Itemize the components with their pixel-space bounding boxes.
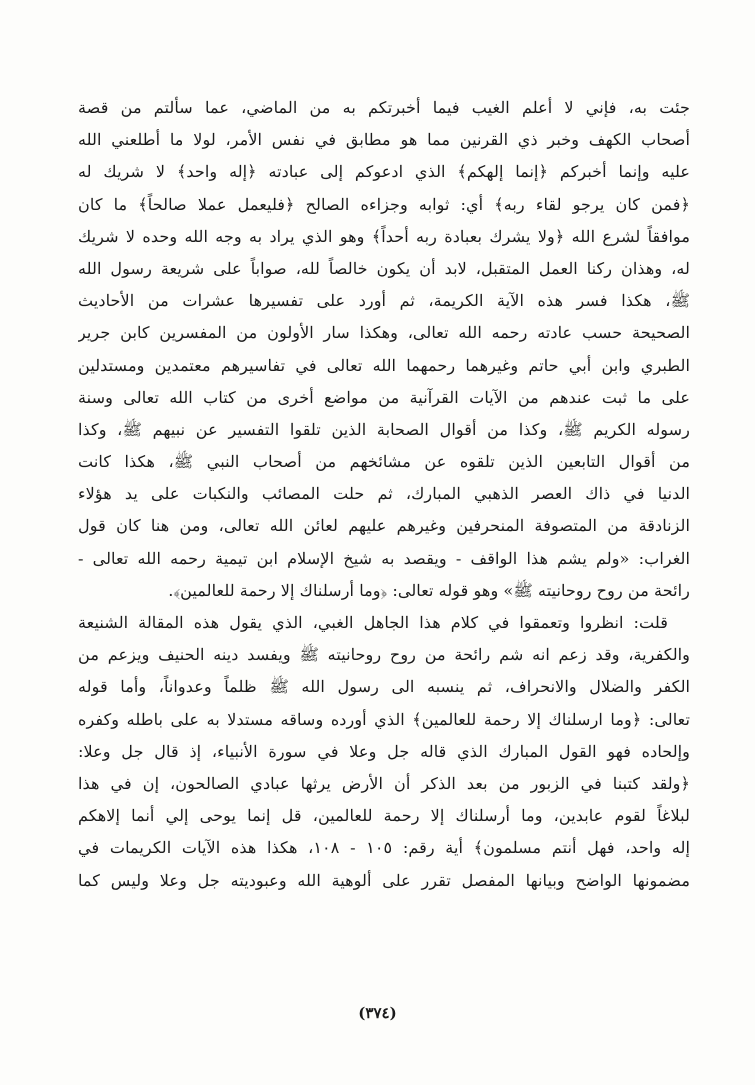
paragraph-2 xyxy=(78,607,690,897)
text-line: له، وهذان ركنا العمل المتقبل، لابد أن يكون خالصاً لله، صواباً على شريعة رسول الله xyxy=(78,258,690,278)
text-line: على ما ثبت عندهم من الآيات القرآنية من مواضع أخرى من كتاب الله تعالى وسنة xyxy=(78,387,690,407)
text-line: لبلاغاً لقوم عابدين، وما أرسلناك إلا رحمة للعالمين، قل إنما يوحى إلي أنما إلاهكم xyxy=(78,806,690,826)
text-line: ﷺ، هكذا فسر هذه الآية الكريمة، ثم أورد على تفسيرها عشرات من الأحاديث xyxy=(78,291,690,311)
text-line: ﴿فمن كان يرجو لقاء ربه﴾ أي: ثوابه وجزاءه الصالح ﴿فليعمل عملا صالحاً﴾ ما كان xyxy=(78,194,690,214)
text-line: جئت به، فإني لا أعلم الغيب فيما أخبرتكم به من الماضي، عما سألتم من قصة xyxy=(78,98,690,117)
text-line: أصحاب الكهف وخبر ذي القرنين مما هو مطابق في نفس الأمر، لولا ما أطلعني الله xyxy=(78,130,690,150)
text-line: رائحة من روح روحانيته ﷺ» وهو قوله تعالى: ﴿وما أرسلناك إلا رحمة للعالمين﴾. xyxy=(168,580,690,600)
text-line: الدنيا في ذاك العصر الذهبي المبارك، ثم حلت المصائب والنكبات على يد هؤلاء xyxy=(78,484,690,504)
text-line: من أقوال التابعين الذين تلقوه عن مشائخهم من أصحاب النبي ﷺ، هكذا كانت xyxy=(78,452,690,472)
text-line: الزنادقة من المتصوفة المنحرفين وغيرهم عليهم لعائن الله تعالى، ومن هنا كان قول xyxy=(78,516,690,536)
text-line: عليه وإنما أخبركم ﴿إنما إلهكم﴾ الذي ادعوكم إلى عبادته ﴿إله واحد﴾ لا شريك له xyxy=(78,162,690,182)
text-line: الغراب: «ولم يشم هذا الواقف - ويقصد به شيخ الإسلام ابن تيمية رحمه الله تعالى - xyxy=(78,548,690,568)
text-line: الطبري وابن أبي حاتم وغيرهما رحمهما الله تعالى في تفاسيرهم معتمدين ومستدلين xyxy=(78,355,690,375)
paragraph-1 xyxy=(78,92,690,607)
body-text xyxy=(78,92,690,897)
text-line: الصحيحة حسب عادته رحمه الله تعالى، وهكذا سار الأولون من المفسرين كابن جرير xyxy=(78,323,690,343)
text-line: مضمونها الواضح وبيانها المفصل تقرر على ألوهية الله وعبوديته جل وعلا وليس كما xyxy=(78,870,690,890)
text-line: والكفرية، وقد زعم انه شم رائحة من روح روحانيته ﷺ ويفسد دينه الحنيف ويزعم من xyxy=(78,645,690,665)
text-line: رسوله الكريم ﷺ، وكذا من أقوال الصحابة الذين تلقوا التفسير عن نبيهم ﷺ، وكذا xyxy=(78,419,690,439)
text-line: الكفر والضلال والانحراف، ثم ينسبه الى رسول الله ﷺ ظلماً وعدواناً، وأما قوله xyxy=(78,677,690,697)
page-number: (٣٧٤) xyxy=(358,1004,397,1022)
text-line: إله واحد، فهل أنتم مسلمون﴾ أية رقم: ١٠٥ - ١٠٨، هكذا هذه الآيات الكريمات في xyxy=(78,838,690,858)
text-line: ﴿ولقد كتبنا في الزبور من بعد الذكر أن الأرض يرثها عبادي الصالحون، إن في هذا xyxy=(78,773,690,793)
text-line: موافقاً لشرع الله ﴿ولا يشرك بعبادة ربه أحداً﴾ وهو الذي يراد به وجه الله وحده لا شريك xyxy=(78,226,690,246)
text-line: تعالى: ﴿وما ارسلناك إلا رحمة للعالمين﴾ الذي أورده وساقه مستدلا به على باطله وكفره xyxy=(78,709,690,729)
text-line: قلت: انظروا وتعمقوا في كلام هذا الجاهل الغبي، الذي يقول هذه المقالة الشنيعة xyxy=(78,613,668,632)
text-line: وإلحاده فهو القول المبارك الذي قاله جل وعلا في سورة الأنبياء، إذ قال جل وعلا: xyxy=(78,741,690,761)
